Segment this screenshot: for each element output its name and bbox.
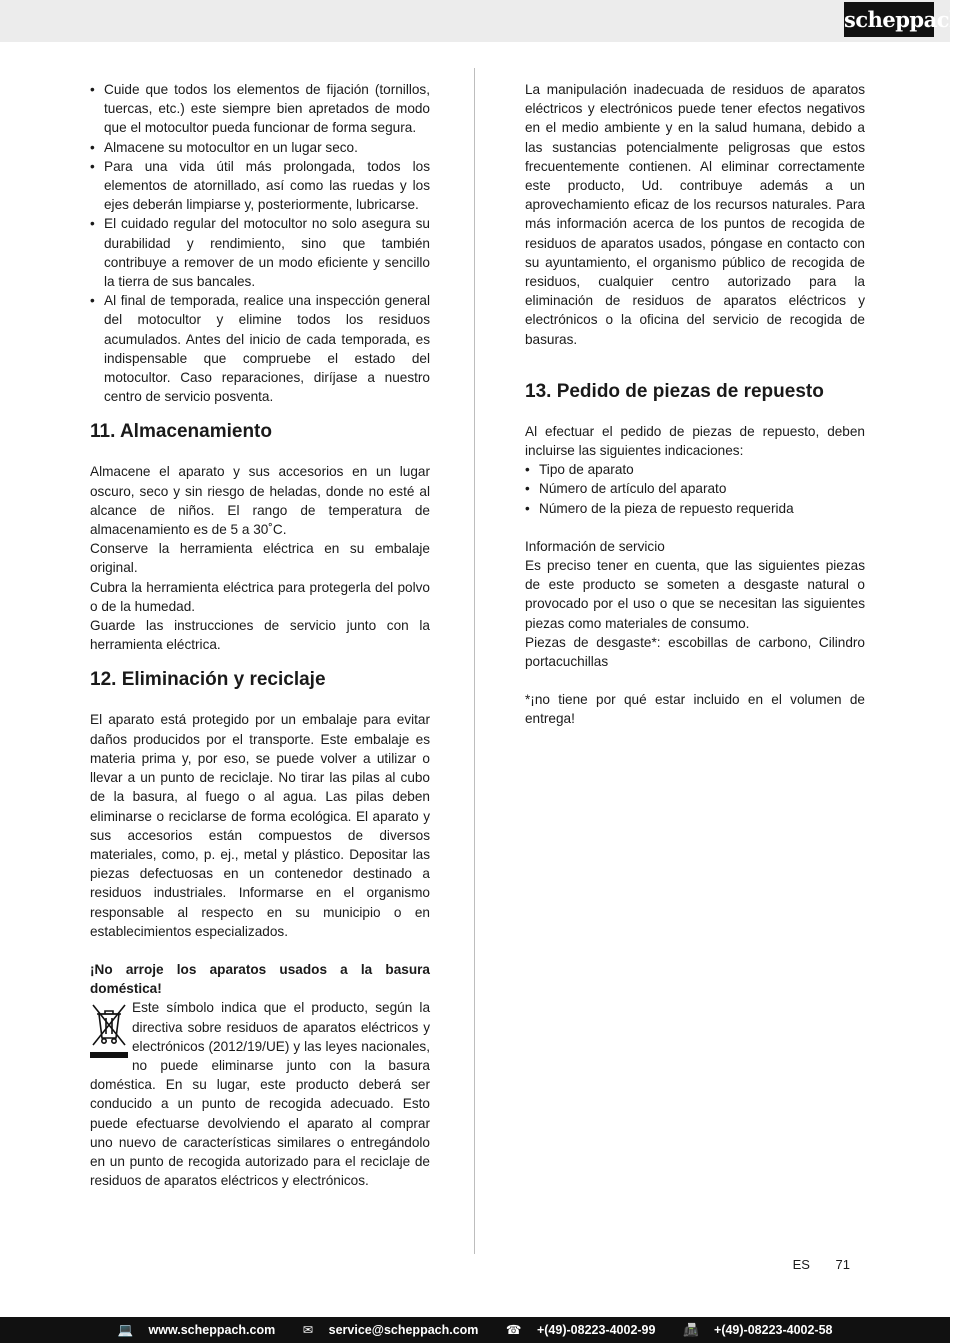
list-item: • Número de artículo del aparato: [525, 479, 865, 498]
list-item: • Número de la pieza de repuesto requerida: [525, 499, 865, 518]
list-item: • Cuide que todos los elementos de fijación (tornillos, tuercas, etc.) este siempre bien apretados de modo que el motocultor pueda funcionar de forma segura.: [90, 80, 430, 138]
spare-parts-list: [525, 460, 865, 518]
storage-paragraph: Guarde las instrucciones de servicio junto con la herramienta eléctrica.: [90, 618, 430, 653]
fax-number: +(49)-08223-4002-58: [714, 1323, 833, 1337]
email-icon: ✉: [302, 1323, 314, 1337]
list-item: • Tipo de aparato: [525, 460, 865, 479]
spare-parts-intro: Al efectuar el pedido de piezas de repuesto, deben incluirse las siguientes indicaciones:: [525, 423, 865, 459]
section-title-spare-parts: 13. Pedido de piezas de repuesto: [525, 380, 824, 402]
email-item[interactable]: [297, 1323, 485, 1337]
disposal-paragraph: La manipulación inadecuada de residuos de aparatos eléctricos y electrónicos puede tener efectos negativos en el medio ambiente y en la salud humana, debido a las sustancias potencialmente peligrosas que estos frecuentemente contienen. Al eliminar correctamente este producto, Ud. contribuye además a un aprovechamiento eficaz de los recursos naturales. Para más información acerca de los puntos de recogida de residuos de aparatos usados, póngase en contacto con su ayuntamiento, el organismo público de recogida de residuos, cualquier centro autorizado para la eliminación de residuos de aparatos eléctricos y electrónicos o la oficina del servicio de recogida de basuras.: [525, 82, 865, 347]
crossed-bin-icon: [90, 1000, 128, 1062]
service-info-paragraph: Es preciso tener en cuenta, que las siguientes piezas de este producto se someten a desgaste natural o provocado por el uso o que se necesitan las siguientes piezas como materiales de consumo.: [525, 558, 865, 631]
wear-parts-paragraph: Piezas de desgaste*: escobillas de carbono, Cilindro portacuchillas: [525, 634, 865, 670]
storage-paragraph: Conserve la herramienta eléctrica en su embalaje original.: [90, 541, 430, 576]
maintenance-bullet-list: [90, 80, 430, 406]
header-bar: [0, 0, 964, 42]
phone-item: [500, 1323, 662, 1337]
service-info-title: Información de servicio: [525, 538, 665, 554]
section-title-disposal: 12. Eliminación y reciclaje: [90, 669, 326, 691]
computer-icon: 💻: [117, 1323, 134, 1337]
page-footer: [771, 1257, 850, 1272]
language-code: ES: [792, 1257, 810, 1272]
contact-bar: [0, 1317, 950, 1343]
weee-paragraph: Este símbolo indica que el producto, según la directiva sobre residuos de aparatos eléctricos y electrónicos (2012/19/UE) y las leyes nacionales, no puede eliminarse junto con la basura doméstica. En su lugar, este producto deberá ser conducido a un punto de recogida adecuado. Esto puede efectuarse devolviendo el aparato al comprar uno nuevo de características similares o entregándolo en un punto de recogida autorizado para el reciclaje de residuos de aparatos eléctricos y electrónicos.: [90, 1000, 430, 1189]
email-link[interactable]: service@scheppach.com: [328, 1323, 479, 1337]
storage-paragraph: Almacene el aparato y sus accesorios en un lugar oscuro, seco y sin riesgo de heladas, donde no esté al alcance de niños. El rango de temperatura de almacenamiento es de 5 a 30˚C.: [90, 464, 430, 538]
delivery-note: *¡no tiene por qué estar incluido en el volumen de entrega!: [525, 692, 865, 727]
website-link[interactable]: www.scheppach.com: [148, 1323, 276, 1337]
disposal-warning: ¡No arroje los aparatos usados a la basura doméstica!: [90, 961, 430, 997]
list-item: • Almacene su motocultor en un lugar seco.: [90, 138, 430, 157]
page-number: 71: [835, 1257, 850, 1272]
storage-paragraph: Cubra la herramienta eléctrica para protegerla del polvo o de la humedad.: [90, 579, 430, 614]
fax-icon: 📠: [682, 1323, 699, 1337]
phone-icon: ☎: [505, 1323, 522, 1337]
disposal-paragraph: El aparato está protegido por un embalaje para evitar daños producidos por el transporte. Este embalaje es materia prima y, por eso, se puede volver a utilizar o llevar a un punto de reciclaje. No tirar las pilas al cubo de la basura, al fuego o al agua. Las pilas deben eliminarse o reciclarse de forma ecológica. El aparato y sus accesorios están compuestos de diversos materiales, como, p. ej., metal y plástico. Depositar las piezas defectuosas en un contenedor destinado a residuos industriales. Informarse en el organismo responsable al respecto en su municipio o en establecimientos especializados.: [90, 712, 430, 939]
column-divider: [474, 68, 475, 1254]
website-item[interactable]: [111, 1323, 281, 1337]
list-item: • Al final de temporada, realice una inspección general del motocultor y elimine todos los residuos acumulados. Antes del inicio de cada temporada, es indispensable que compruebe el estado del motocultor. Caso reparaciones, diríjase a nuestro centro de servicio posventa.: [90, 291, 430, 406]
list-item: • El cuidado regular del motocultor no solo asegura su durabilidad y rendimiento, sino que también contribuye a remover de un modo eficiente y sencillo la tierra de sus bancales.: [90, 214, 430, 291]
phone-number: +(49)-08223-4002-99: [536, 1323, 656, 1337]
right-column: [525, 80, 865, 729]
brand-logo: scheppach: [844, 2, 934, 37]
fax-item: [677, 1323, 839, 1337]
section-title-storage: 11. Almacenamiento: [90, 421, 272, 443]
list-item: • Para una vida útil más prolongada, todos los elementos de atornillado, así como las ruedas y los ejes deberán limpiarse y, posteriormente, lubricarse.: [90, 157, 430, 215]
left-column: [90, 80, 430, 1190]
